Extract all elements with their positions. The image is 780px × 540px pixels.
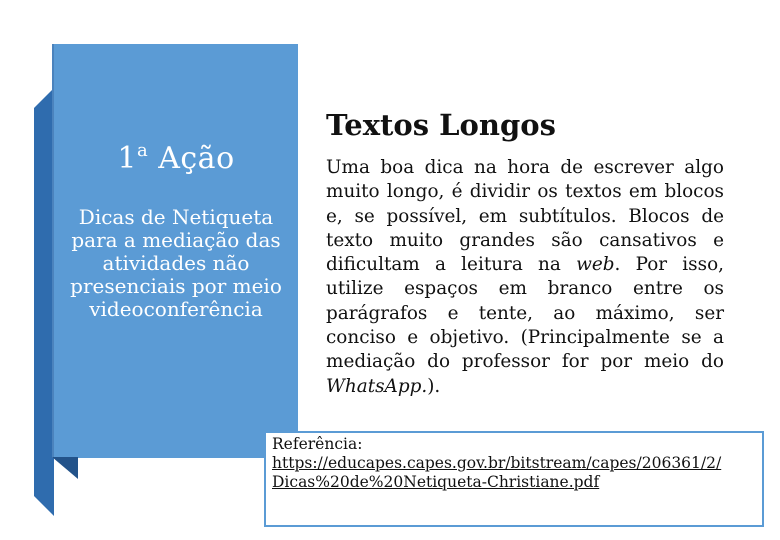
reference-label: Referência:: [272, 435, 363, 453]
reference-url-line2: Dicas%20de%20Netiqueta-Christiane.pdf: [272, 473, 600, 491]
action-panel: [52, 44, 298, 458]
body-text-part2: . Por isso, utilize espaços em branco entre os parágrafos e tente, ao máximo, ser conciso e objetivo. (Principalmente se a mediação do professor for por meio do: [326, 254, 724, 373]
action-number: 1: [117, 141, 137, 176]
action-subtitle: Dicas de Netiqueta para a mediação das atividades não presenciais por meio videoconferência: [70, 205, 282, 321]
body-emphasis-web: web: [576, 254, 615, 276]
body-paragraph: [326, 156, 724, 399]
reference-link[interactable]: [272, 454, 756, 492]
body-text-part1: Uma boa dica na hora de escrever algo muito longo, é dividir os textos em blocos e, se possível, em subtítulos. Blocos de texto muito grandes são cansativos e dificultam a leitura na: [326, 157, 724, 276]
body-text-part3: ).: [427, 375, 441, 397]
action-word: Ação: [158, 141, 235, 176]
panel-3d-edge: [34, 88, 54, 516]
body-emphasis-whatsapp: WhatsApp.: [326, 375, 428, 397]
action-title: [54, 140, 298, 176]
reference-box: [264, 431, 764, 527]
panel-3d-bottom: [52, 457, 78, 479]
reference-url-line1: https://educapes.capes.gov.br/bitstream/capes/206361/2/: [272, 454, 722, 472]
action-ordinal: a: [136, 140, 149, 161]
section-title: Textos Longos: [326, 108, 556, 142]
